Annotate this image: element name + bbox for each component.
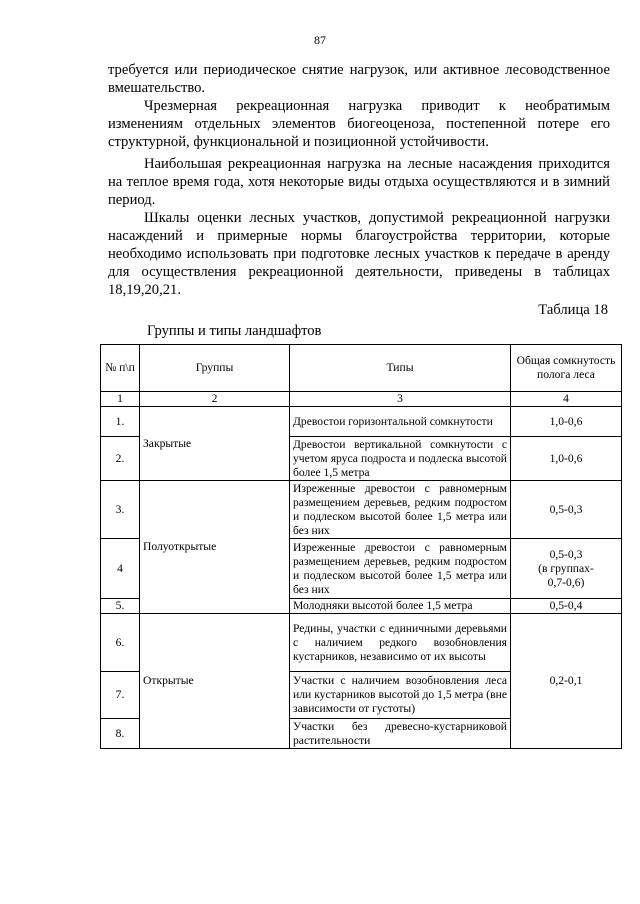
- column-number: 1: [101, 392, 140, 407]
- landscape-type: Участки без древесно-кустарниковой растительности: [290, 719, 511, 749]
- group-open: Открытые: [140, 614, 290, 749]
- closure-line: 0,5-0,3: [549, 547, 583, 561]
- table-column-numbers-row: [101, 392, 622, 407]
- landscape-type: Редины, участки с единичными деревьями с наличием редкого возобновления кустарников, независимо от их высоты: [290, 614, 511, 672]
- paragraph-3: Наибольшая рекреационная нагрузка на лесные насаждения приходится на теплое время года, хотя некоторые виды отдыха осуществляются и в зимний период.: [108, 156, 610, 208]
- group-semi-open: Полуоткрытые: [140, 481, 290, 614]
- header-number: № п\п: [101, 345, 140, 392]
- canopy-closure: 1,0-0,6: [511, 437, 622, 481]
- landscape-type: Древостои вертикальной сомкнутости с учетом яруса подроста и подлеска высотой более 1,5 метра: [290, 437, 511, 481]
- header-groups: Группы: [140, 345, 290, 392]
- page-number: 87: [314, 33, 326, 47]
- header-closure: Общая сомкнутость полога леса: [511, 345, 622, 392]
- canopy-closure: 0,5-0,4: [511, 599, 622, 614]
- column-number: 3: [290, 392, 511, 407]
- canopy-closure: 0,2-0,1: [511, 614, 622, 749]
- canopy-closure: [511, 539, 622, 599]
- paragraph-4: Шкалы оценки лесных участков, допустимой рекреационной нагрузки насаждений и примерные нормы благоустройства территории, которые необходимо использовать при подготовке лесных участков к передаче в аренду для осуществления рекреационной деятельности, приведены в таблицах 18,19,20,21.: [108, 210, 610, 298]
- landscape-type: Молодняки высотой более 1,5 метра: [290, 599, 511, 614]
- closure-line: 0,7-0,6): [547, 575, 585, 589]
- closure-line: (в группах-: [538, 561, 594, 575]
- table-row: [101, 614, 622, 672]
- table-title: Группы и типы ландшафтов: [147, 323, 322, 339]
- column-number: 2: [140, 392, 290, 407]
- paragraph-2: Чрезмерная рекреационная нагрузка приводит к необратимым изменениям отдельных элементов биогеоценоза, постепенной потере его структурной, функциональной и позиционной устойчивости.: [108, 98, 610, 150]
- row-number: 4: [101, 539, 140, 599]
- canopy-closure: 0,5-0,3: [511, 481, 622, 539]
- row-number: 3.: [101, 481, 140, 539]
- canopy-closure: 1,0-0,6: [511, 407, 622, 437]
- paragraph-1: требуется или периодическое снятие нагрузок, или активное лесоводственное вмешательство.: [108, 62, 610, 96]
- landscape-type: Участки с наличием возобновления леса или кустарников высотой до 1,5 метра (вне зависимости от густоты): [290, 672, 511, 719]
- table-header-row: [101, 345, 622, 392]
- row-number: 1.: [101, 407, 140, 437]
- row-number: 2.: [101, 437, 140, 481]
- landscape-type: Изреженные древостои с равномерным размещением деревьев, редким подростом и подлеском высотой более 1,5 метра или без них: [290, 481, 511, 539]
- table-row: [101, 481, 622, 539]
- row-number: 6.: [101, 614, 140, 672]
- column-number: 4: [511, 392, 622, 407]
- row-number: 8.: [101, 719, 140, 749]
- header-types: Типы: [290, 345, 511, 392]
- landscape-table: [100, 344, 622, 749]
- row-number: 5.: [101, 599, 140, 614]
- table-row: [101, 407, 622, 437]
- table-label: Таблица 18: [538, 302, 608, 318]
- row-number: 7.: [101, 672, 140, 719]
- group-closed: Закрытые: [140, 407, 290, 481]
- landscape-type: Древостои горизонтальной сомкнутости: [290, 407, 511, 437]
- landscape-type: Изреженные древостои с равномерным размещением деревьев, редким подростом и подлеском высотой более 1,5 метра или без них: [290, 539, 511, 599]
